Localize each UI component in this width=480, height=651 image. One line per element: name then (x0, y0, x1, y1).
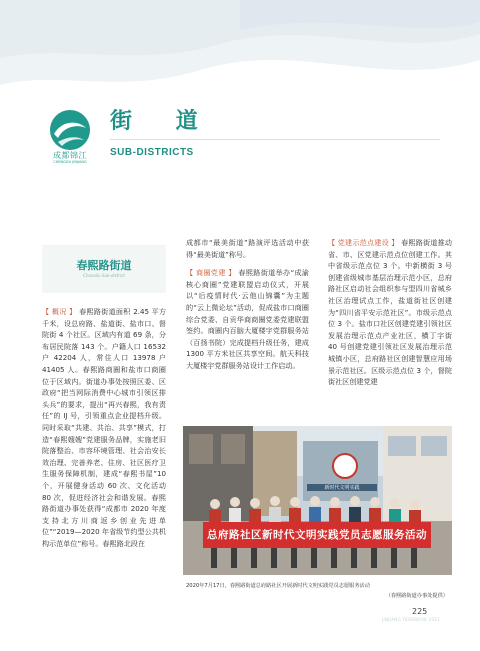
article-column-1 (42, 306, 166, 549)
column-2-lead-text: 成都市“最美街道”路演评选活动中获得“最美街道”称号。 (186, 238, 309, 259)
logo-subtext: CHENGDU JINJIANG (53, 160, 87, 164)
running-footer-label: JINJIANG YEARBOOK 2021 (382, 617, 440, 622)
photo-shop-sign: 新时代文明实践 (307, 484, 377, 491)
photo-caption: 2020年7月17日，春熙路街道总府路社区开展新时代文明实践党员志愿服务活动 (186, 583, 370, 589)
page-number: 225 (412, 607, 428, 616)
overview-text: 春熙路街道面积 2.45 平方千米，设总府路、盐道街、盐市口、督院街 4 个社区。区域内有道 69 条，分布居民院落 143 个。户籍人口 16532 户 42204 人，常住人口 13978 户 41405 人。春熙路商圈和盐市口商圈位于区域内。街道办事处按照区委、区政府“把当网际消费中心城市引领区排头兵”的要求，提出“再兴春熙，我有责任”的 IJ 号，引领重点企业提档升级。同时采取“共建、共治、共享”模式，打造“春熙嫂嫂”党建服务品牌，实施老旧院落整治、市容环境管理、社会治安长效治理、完善养老、住房、社区医疗卫生服务保障机制，建成“春熙书屋”10 个，开展健身活动 60 次、文化活动 80 次，促进经济社会和谐发展。春熙路街道办事处获得“成都市 2020 年度支持北方川商返乡创业先进单位”“2019—2020 年省级节约型公共机构示范单位”称号。春熙路北段在 (42, 307, 166, 548)
overview-label: 【 概况 】 (42, 307, 77, 316)
event-photo (183, 426, 452, 575)
demo-site-text: 春熙路街道推动省、市、区党建示范点位创建工作。其中省级示范点位 3 个。中新横街 3 号创建省级城市基层治理示范小区，总府路社区启动社会组织参与型四川省城乡社区治理试点工作，盐道街社区创建为“四川省平安示范社区”。市级示范点位 3 个。盐市口社区创建党建引领社区发展治理示范点产业社区，横丁字街 40 号创建党建引领社区发展治理示范城镇小区，总府路社区创建智慧应用场景示范社区。区级示范点位 3 个，督院街社区创建党建 (328, 238, 453, 387)
page-title: 街 道 (110, 108, 216, 134)
party-building-label: 【 商圈党建 】 (186, 268, 236, 278)
section-name-box (42, 245, 166, 293)
logo-text: 成都锦江 (53, 151, 87, 160)
photo-credit: （春熙路街道办事处提供） (385, 593, 448, 599)
article-column-3 (328, 237, 452, 388)
event-photo-illustration (183, 426, 452, 575)
demo-site-label: 【 党建示范点建设 】 (328, 238, 399, 247)
header-wave-decoration (0, 0, 480, 120)
title-divider (110, 139, 440, 140)
article-column-2 (186, 237, 309, 372)
party-building-text: 春熙路街道举办“成渝核心商圈”党建联盟启动仪式，开展以“后疫情时代·云他山锦囊”为主题的“云上微论坛”活动，促成盐市口商圈综合党委、自贡华商商圈党委党建联盟签约。商圈内百脑大厦楼宇党群服务站（百扬书院）完成提档升级任务，建成 1300 平方米社区共享空间。航天科技大厦楼宇党群服务站设计工作启动。 (186, 268, 309, 370)
page-subtitle: SUB-DISTRICTS (110, 147, 194, 158)
section-pinyin: Chunxilu Sub-district (83, 273, 125, 278)
section-name: 春熙路街道 (76, 259, 132, 272)
photo-banner-text: 总府路社区新时代文明实践党员志愿服务活动 (207, 529, 427, 541)
